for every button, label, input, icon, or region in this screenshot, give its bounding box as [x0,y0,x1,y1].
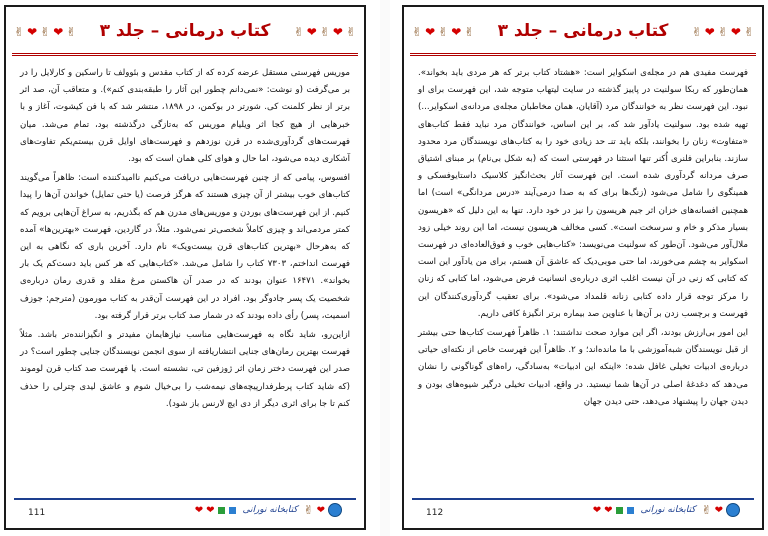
page-gutter [380,0,390,536]
paragraph: این امور بی‌ارزش بودند، اگر این موارد صحت نداشتند: ۱. ظاهراً فهرست کتاب‌ها حتی بیشتر از قبل نویسندگان شبه‌آموزشی با ما مانده‌اند؛ و ۲. ظاهراً این فهرست خاص از نکته‌ای حیاتی درباره‌ی ادبیات تخیلی غافل شده: «اینکه این ادبیات» به‌سادگی، راه‌های گوناگونی را نشان می‌دهد که دغدغهٔ اصلی در آن‌ها شما نیستید. در واقع، ادبیات تخیلی درگیر شیوه‌های بودن و دیدن جهان را پیشنهاد می‌دهد، حتی دیدن جهان [418,328,748,407]
blue-square-icon [229,507,236,514]
paragraph: ازاین‌رو، شاید نگاه به فهرست‌هایی مناسب نیازهایمان مفیدتر و انگیزاننده‌تر باشد. مثلاً فهرست بهترین رمان‌های جنایی انتشاریافته از سوی انجمن نویسندگان جنایی چطور است؟ در صدر این فهرست دختر زمان اثر ژوزفین تی، نشسته است. یا فهرست صد کتاب قرن لوموند (که شاید کتاب پرطرفدارپیچه‌های نیمه‌شب را بی‌خیال شوم و عاشق لیدی چترلی را حذف کنم تا جا برای اثری دیگر از دی ایچ لارنس باز شود). [20,330,350,409]
publisher-logo: کتابخانه نورانی [640,505,696,515]
publisher-logo: کتابخانه نورانی [242,505,298,515]
page-number: 112 [426,508,444,518]
header-decoration [692,25,754,39]
page-header [410,13,756,56]
publisher-emblem-icon [328,503,342,517]
heart-icon: ❤ [425,25,436,39]
victory-hand-icon: ✌ [293,25,304,39]
paragraph: فهرست مفیدی هم در مجله‌ی اسکوایر است: «هشتاد کتاب برتر که هر مردی باید بخواند». همان‌طور که ربکا سولنیت در پاییز گذشته در سایت لیتهاب متوجه شد، این فهرست برای او نبود. این فهرست نظر به خوانندگان مرد (آقایان، همان مخاطبان مجله‌ی مردانه‌ی اسکوایر...) تهیه شده بود. سولنیت یادآور شد که، بر این اساس، خوانندگان مرد نباید فقط کتاب‌های «متفاوت» زنان را بخوانند، بلکه باید تنـ حد زیادی خود را به کتاب‌های نویسندگان مرد محدود سازند. بنابراین فلنری اُکنر تنها استثنا در فهرستی است که (به شکل بی‌نام) بر مبنای اشتیاق صرف مردانه گردآوری شده است. این فهرست آثار بحث‌انگیز کلاسیک داستایوفسکی و همینگوی را شامل می‌شود (زنگ‌ها برای که به صدا درمی‌آیند «درس مردانگی» است) اما همچنین افسانه‌های خزان اثر جیم هریسون را نیز در خود دارد. تنها به این دلیل که «هریسون بسیار مذکر و خام و سرسخت است». کسی مخالف هریسون نیست، اما این روند خیلی زود ملال‌آور می‌شود. آن‌طور که سولنیت می‌نویسد: «کتاب‌هایی خوب و فوق‌العاده‌ای در فهرست اسکوایر به چشم می‌خورند، اما حتی موبی‌دیک که عاشق آن هستم، برای من یادآور این است که کتابی که زنی در آن نیست اغلب اثری درباره‌ی انسانیت فرض می‌شود، اما کتابی که زنان را مرکز توجه قرار داده کتابی زنانه قلمداد می‌شود». برای تعقیب گردآوری‌کنندگان این فهرست و برچسب زدن بر آن‌ها با عناوین صد بیماره برتر انگیزهٔ کافی داریم. [418,68,748,319]
page-footer [412,498,754,520]
heart-icon: ❤ [194,504,204,516]
heart-icon: ❤ [306,25,317,39]
victory-hand-icon: ✌ [438,25,449,39]
victory-hand-icon: ✌ [345,25,356,39]
heart-icon: ❤ [332,25,343,39]
victory-hand-icon: ✌ [464,25,475,39]
footer-decoration [195,503,342,517]
heart-icon: ❤ [714,504,723,516]
left-page [4,5,366,530]
victory-hand-icon: ✌ [717,25,728,39]
green-square-icon [616,507,623,514]
heart-icon: ❤ [451,25,462,39]
victory-hand-icon: ✌ [743,25,754,39]
heart-icon: ❤ [27,25,38,39]
book-title: کتاب درمانی – جلد ۳ [99,21,271,41]
victory-hand-icon: ✌ [701,503,712,517]
header-decoration [294,25,356,39]
paragraph: افسوس، پیامی که از چنین فهرست‌هایی دریافت می‌کنیم ناامیدکننده است: ظاهراً می‌گویند کتاب‌های خوب بیشتر از آن چیزی هستند که هرگز فرصت (یا حتی تمایل) خواندن آن‌ها را پیدا کنیم. از این فهرست‌های بوردن و موریس‌های مدرن هم که بگذریم، به سراغ آن‌هایی برویم که کمتر مردمی‌اند و چیزی کاملاً شخصی‌تر نمی‌شود. مثلاً، در گاردین، فهرست «بهترین‌ها» آمده که به‌هرحال «بهترین کتاب‌های قرن بیست‌ویک» نام دارد. آخرین باری که نگاهی به این فهرست انداختم، ۷۳۰۳ کتاب را شامل می‌شد. «کتاب‌هایی که هر کس باید دست‌کم یک بار بخواند». ۱۶۴۷۱ عنوان بودند که در صدر آن هاکستن مرغ مقلد و قدری رمان درباره‌ی شخصیت یک پسر جادوگر بود. افراد در این فهرست آن‌قدر به کتاب مورمون (مترجم: جوزف اسمیت، پسر) رأی داده بودند که در شمار صد کتاب برتر قرار گرفته بود. [20,173,351,321]
heart-icon: ❤ [316,504,325,516]
victory-hand-icon: ✌ [14,25,25,39]
victory-hand-icon: ✌ [412,25,423,39]
heart-icon: ❤ [704,25,715,39]
victory-hand-icon: ✌ [66,25,77,39]
page-body-text [20,65,350,415]
heart-icon: ❤ [730,25,741,39]
page-header [12,13,358,56]
victory-hand-icon: ✌ [691,25,702,39]
publisher-emblem-icon [726,503,740,517]
right-page [402,5,764,530]
paragraph: موریس فهرستی مستقل عرضه کرده که از کتاب مقدس و بئوولف تا راسکین و کارلایل را در بر می‌گرفت (و نوشت: «نمی‌دانم چطور این آثار را طبقه‌بندی کنم»). و متعاقب آن، صد اثر برتر از نظر کلمنت کی. شورتر در بوکمن، در ۱۸۹۸، منتشر شد که با فن کیشوت، آغاز و با خبرهایی از هیچ کجا اثر ویلیام موریس که به‌تازگی درگذشته بود، تمام می‌شد. میان فهرست‌های گردآوری‌شده در قرن نوزدهم و فهرست‌های اوایل قرن بیستم‌یکم تفاوت‌های آشکاری دیده می‌شود، اما حال و هوای کلی همان است که بود. [20,68,350,165]
page-footer [14,498,356,520]
heart-icon: ❤ [53,25,64,39]
page-number: 111 [28,508,46,518]
heart-icon: ❤ [604,504,613,516]
heart-icon: ❤ [592,504,602,516]
book-title: کتاب درمانی – جلد ۳ [497,21,669,41]
page-body-text [418,65,748,413]
blue-square-icon [627,507,634,514]
victory-hand-icon: ✌ [40,25,51,39]
victory-hand-icon: ✌ [319,25,330,39]
footer-decoration [593,503,740,517]
heart-icon: ❤ [206,504,215,516]
victory-hand-icon: ✌ [303,503,314,517]
green-square-icon [218,507,225,514]
